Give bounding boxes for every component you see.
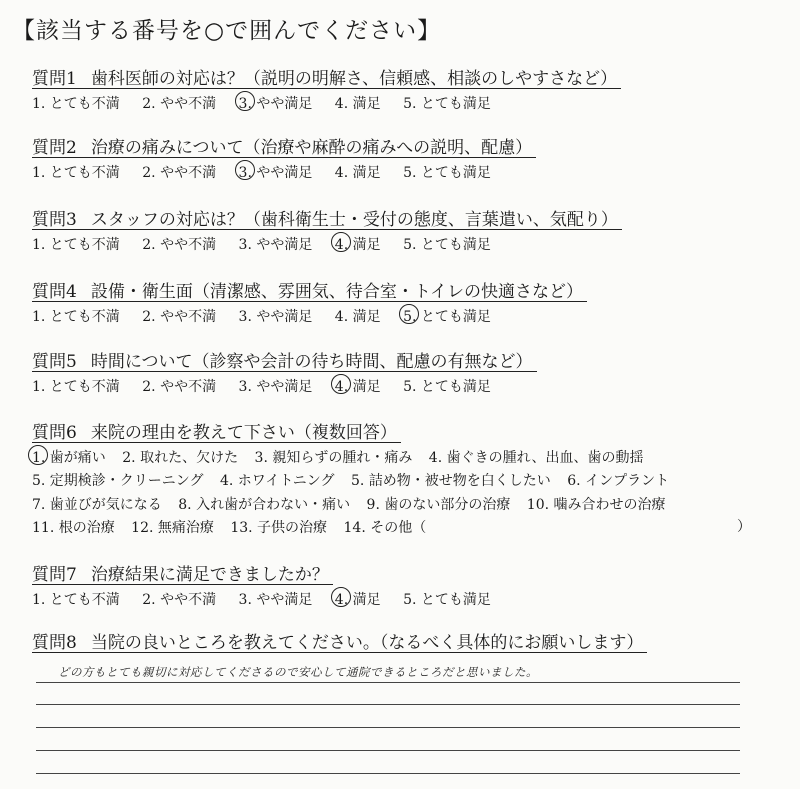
question-5-number: 質問5 — [32, 352, 77, 372]
q2-option-4[interactable]: 4. 満足 — [334, 165, 381, 181]
q5-option-4-selected[interactable]: 4. 満足 — [335, 376, 381, 396]
q5-option-2[interactable]: 2. やや不満 — [142, 379, 217, 395]
q1-option-1[interactable]: 1. とても不満 — [32, 96, 120, 112]
q6-option-8[interactable]: 8. 入れ歯が合わない・痛い — [178, 497, 351, 513]
q1-option-5[interactable]: 5. とても満足 — [403, 96, 491, 112]
q6-option-13[interactable]: 13. 子供の治療 — [230, 520, 328, 536]
question-1-text: 歯科医師の対応は？（説明の明解さ、信頼感、相談のしやすさなど） — [90, 69, 618, 89]
answer-line — [36, 750, 740, 751]
q3-option-2[interactable]: 2. やや不満 — [142, 237, 217, 253]
q7-option-3[interactable]: 3. やや満足 — [238, 592, 313, 608]
question-6-text: 来院の理由を教えて下さい（複数回答） — [90, 423, 397, 443]
question-1-header — [32, 64, 621, 89]
q4-option-2[interactable]: 2. やや不満 — [142, 309, 217, 325]
question-3-text: スタッフの対応は？（歯科衛生士・受付の態度、言葉遣い、気配り） — [90, 210, 618, 230]
q5-option-1[interactable]: 1. とても不満 — [32, 379, 120, 395]
question-8-header — [32, 628, 647, 653]
q2-option-1[interactable]: 1. とても不満 — [32, 165, 120, 181]
q5-option-3[interactable]: 3. やや満足 — [238, 379, 313, 395]
q6-option-12[interactable]: 12. 無痛治療 — [131, 520, 214, 536]
q6-option-11[interactable]: 11. 根の治療 — [32, 520, 115, 536]
q1-option-4[interactable]: 4. 満足 — [334, 96, 381, 112]
question-2-text: 治療の痛みについて（治療や麻酔の痛みへの説明、配慮） — [90, 138, 533, 158]
q6-options-row-3 — [32, 494, 678, 514]
question-2-options — [32, 162, 509, 182]
answer-line — [36, 682, 740, 683]
question-8-text: 当院の良いところを教えてください。（なるべく具体的にお願いします） — [90, 633, 644, 653]
q6-options-row-1 — [32, 447, 655, 467]
q7-option-1[interactable]: 1. とても不満 — [32, 592, 120, 608]
q6-option-7[interactable]: 7. 歯並びが気になる — [32, 497, 162, 513]
q6-option-1-selected[interactable]: 1. 歯が痛い — [32, 447, 106, 467]
q4-option-3[interactable]: 3. やや満足 — [238, 309, 313, 325]
q6-options-row-2 — [32, 470, 681, 490]
question-7-options — [32, 589, 509, 609]
question-5-header — [32, 347, 537, 372]
q4-option-1[interactable]: 1. とても不満 — [32, 309, 120, 325]
question-4-header — [32, 277, 587, 302]
q6-option-14-other[interactable]: 14. その他（ — [343, 520, 427, 536]
answer-line — [36, 704, 740, 705]
q2-option-5[interactable]: 5. とても満足 — [403, 165, 491, 181]
q2-option-2[interactable]: 2. やや不満 — [142, 165, 217, 181]
question-8-number: 質問8 — [32, 633, 77, 653]
question-5-options — [32, 376, 509, 396]
q6-other-paren-close: ） — [737, 519, 751, 535]
q6-option-10[interactable]: 10. 噛み合わせの治療 — [526, 497, 666, 513]
question-4-text: 設備・衛生面（清潔感、雰囲気、待合室・トイレの快適さなど） — [90, 282, 583, 302]
question-4-number: 質問4 — [32, 282, 77, 302]
q6-option-implant[interactable]: 6. インプラント — [567, 473, 670, 489]
question-7-number: 質問7 — [32, 565, 77, 585]
q6-option-2[interactable]: 2. 取れた、欠けた — [122, 450, 239, 466]
page-title: 【該当する番号を○で囲んでください】 — [12, 18, 442, 44]
question-1-number: 質問1 — [32, 69, 77, 89]
q3-option-4-selected[interactable]: 4. 満足 — [335, 234, 381, 254]
q2-option-3-selected[interactable]: 3. やや満足 — [239, 162, 313, 182]
q8-answer-handwriting[interactable]: どの方もとても親切に対応してくださるので安心して通院できるところだと思いました。 — [58, 665, 538, 679]
question-5-text: 時間について（診察や会計の待ち時間、配慮の有無など） — [90, 352, 533, 372]
q7-option-2[interactable]: 2. やや不満 — [142, 592, 217, 608]
q5-option-5[interactable]: 5. とても満足 — [403, 379, 491, 395]
q6-option-5[interactable]: 5. 定期検診・クリーニング — [32, 473, 204, 489]
question-6-number: 質問6 — [32, 423, 77, 443]
question-7-header — [32, 560, 333, 585]
answer-line — [36, 727, 740, 728]
question-2-number: 質問2 — [32, 138, 77, 158]
question-1-options — [32, 93, 509, 113]
q3-option-3[interactable]: 3. やや満足 — [238, 237, 313, 253]
q1-option-3-selected[interactable]: 3. やや満足 — [239, 93, 313, 113]
answer-line — [36, 773, 740, 774]
question-4-options — [32, 306, 509, 326]
question-7-text: 治療結果に満足できましたか？ — [90, 565, 329, 585]
q6-option-whiten-fillings[interactable]: 5. 詰め物・被せ物を白くしたい — [351, 473, 551, 489]
question-3-header — [32, 205, 622, 230]
question-3-options — [32, 234, 509, 254]
q6-option-whitening[interactable]: 4. ホワイトニング — [219, 473, 335, 489]
q6-options-row-4 — [32, 517, 438, 537]
q4-option-4[interactable]: 4. 満足 — [334, 309, 381, 325]
question-6-header — [32, 418, 401, 443]
q4-option-5-selected[interactable]: 5. とても満足 — [403, 306, 491, 326]
q6-option-3[interactable]: 3. 親知らずの腫れ・痛み — [254, 450, 413, 466]
q6-option-9[interactable]: 9. 歯のない部分の治療 — [366, 497, 511, 513]
question-2-header — [32, 133, 536, 158]
q7-option-4-selected[interactable]: 4. 満足 — [335, 589, 381, 609]
q1-option-2[interactable]: 2. やや不満 — [142, 96, 217, 112]
question-3-number: 質問3 — [32, 210, 77, 230]
q6-option-4[interactable]: 4. 歯ぐきの腫れ、出血、歯の動揺 — [428, 450, 644, 466]
q7-option-5[interactable]: 5. とても満足 — [403, 592, 491, 608]
q3-option-1[interactable]: 1. とても不満 — [32, 237, 120, 253]
q3-option-5[interactable]: 5. とても満足 — [403, 237, 491, 253]
